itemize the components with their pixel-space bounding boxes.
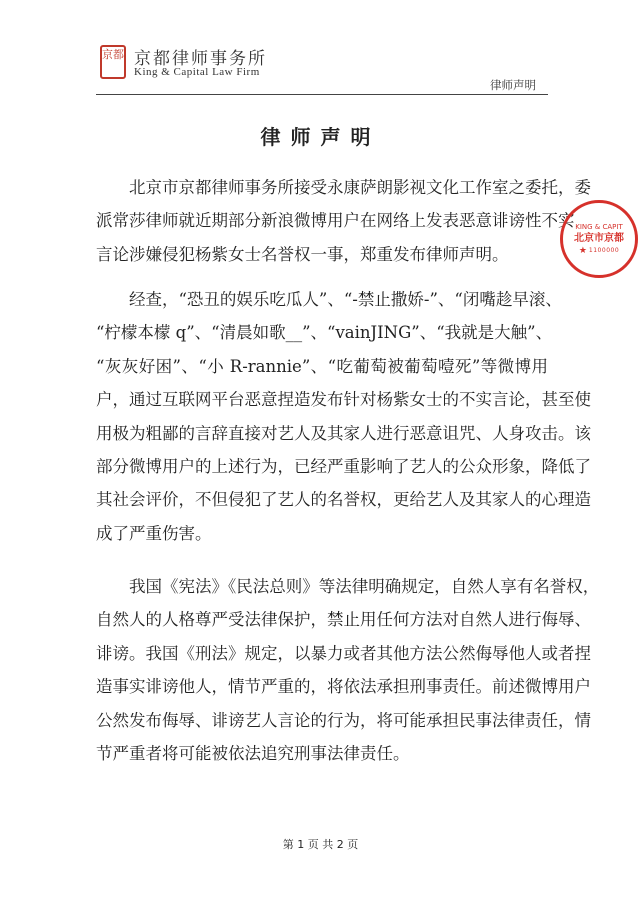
text-line: 造事实诽谤他人，情节严重的，将依法承担刑事责任。前述微博用户 <box>96 677 591 697</box>
text-line: 我国《宪法》《民法总则》等法律明确规定，自然人享有名誉权， <box>129 577 600 596</box>
firm-name-en: King & Capital Law Firm <box>134 66 260 78</box>
text-line: 户，通过互联网平台恶意捏造发布针对杨紫女士的不实言论，甚至使 <box>96 390 591 410</box>
text-line: 节严重者将可能被依法追究刑事法律责任。 <box>96 743 410 763</box>
seal-text-cn: 北京市京都 <box>574 233 624 244</box>
star-icon: ★ <box>578 246 587 256</box>
text-line: “柠檬本檬 q”、“清晨如歌__”、“vainJING”、“我就是大触”、 <box>96 323 553 343</box>
text-line: 诽谤。我国《刑法》规定，以暴力或者其他方法公然侮辱他人或者捏 <box>96 643 591 663</box>
text-line: “灰灰好困”、“小 R-rannie”、“吃葡萄被葡萄噎死”等微博用 <box>96 356 548 376</box>
page-number: 第 1 页 共 2 页 <box>282 838 359 851</box>
logo-text: 京都 <box>102 48 124 61</box>
document-title: 律师声明 <box>260 125 381 149</box>
paragraph-2 <box>96 283 591 550</box>
text-line: 派常莎律师就近期部分新浪微博用户在网络上发表恶意诽谤性不实 <box>96 211 575 231</box>
seal-number: 1100000 <box>588 247 620 254</box>
text-line: 经查，“恐丑的娱乐吃瓜人”、“-禁止撒娇-”、“闭嘴趁早滚、 <box>129 290 562 309</box>
text-line: 北京市京都律师事务所接受永康萨朗影视文化工作室之委托，委 <box>129 178 591 197</box>
text-line: 成了严重伤害。 <box>96 523 212 543</box>
law-firm-seal <box>560 200 638 278</box>
paragraph-1 <box>96 171 591 271</box>
text-line: 用极为粗鄙的言辞直接对艺人及其家人进行恶意诅咒、人身攻击。该 <box>96 423 591 443</box>
firm-name-cn: 京都律师事务所 <box>134 49 267 69</box>
paragraph-3 <box>96 570 600 770</box>
text-line: 言论涉嫌侵犯杨紫女士名誉权一事，郑重发布律师声明。 <box>96 244 509 264</box>
text-line: 部分微博用户的上述行为，已经严重影响了艺人的公众形象，降低了 <box>96 456 591 476</box>
text-line: 公然发布侮辱、诽谤艺人言论的行为，将可能承担民事法律责任，情 <box>96 710 591 730</box>
seal-text-en: KING & CAPIT <box>575 223 623 231</box>
text-line: 自然人的人格尊严受法律保护，禁止用任何方法对自然人进行侮辱、 <box>96 610 591 630</box>
header-divider <box>96 94 548 95</box>
header-doc-label: 律师声明 <box>490 78 536 92</box>
text-line: 其社会评价，不但侵犯了艺人的名誉权，更给艺人及其家人的心理造 <box>96 490 591 510</box>
logo <box>100 45 126 79</box>
